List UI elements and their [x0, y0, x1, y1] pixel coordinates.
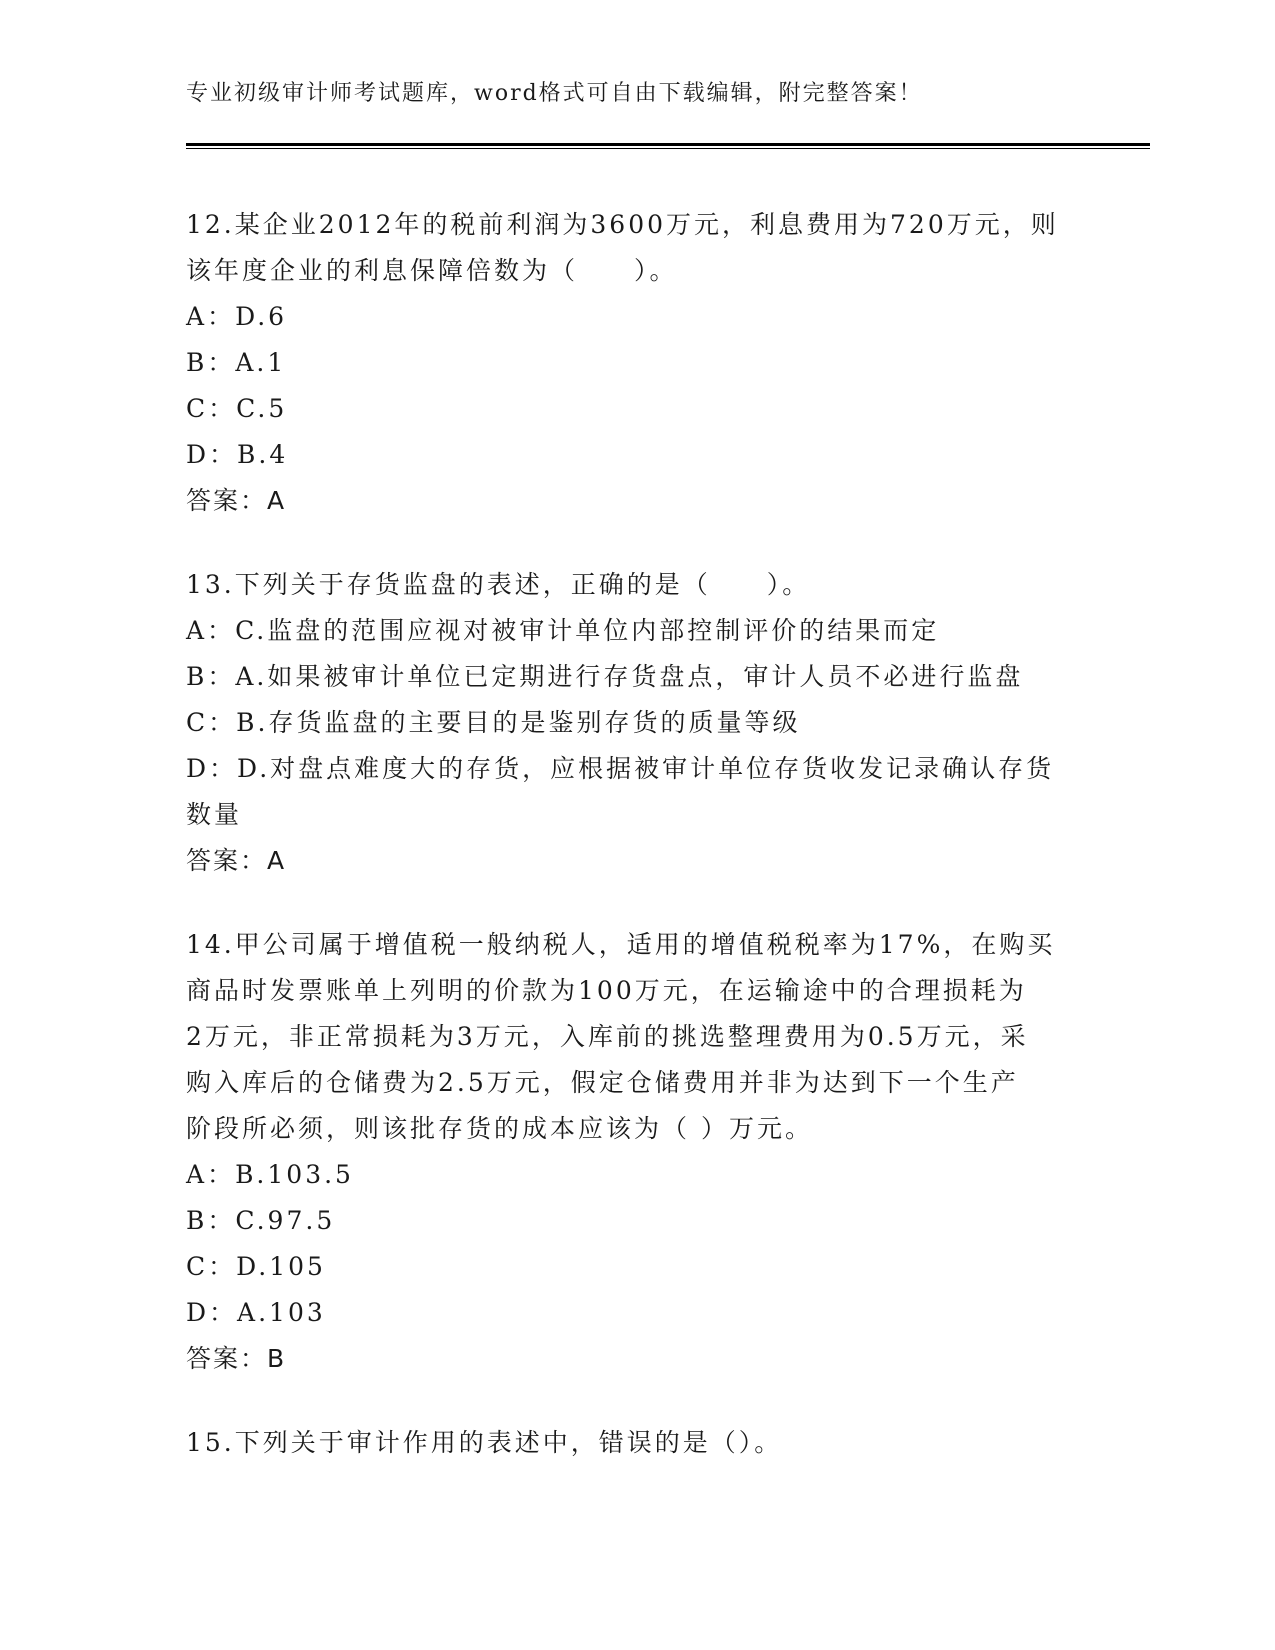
option-letter: A： [186, 616, 236, 645]
question-stem-line: 2万元，非正常损耗为3万元，入库前的挑选整理费用为0.5万元，采 [186, 1022, 1029, 1051]
question-stem-line: 14.甲公司属于增值税一般纳税人，适用的增值税税率为17%，在购买 [186, 930, 1056, 959]
option-text: C.监盘的范围应视对被审计单位内部控制评价的结果而定 [235, 616, 940, 645]
option-c [186, 700, 1086, 746]
option-a [186, 294, 1086, 340]
question-stem-line: 12.某企业2012年的税前利润为3600万元，利息费用为720万元，则 [186, 210, 1059, 239]
option-letter: D： [186, 754, 238, 783]
option-text: A.103 [237, 1298, 326, 1327]
question-14 [186, 922, 1086, 1382]
question-stem-line: 阶段所必须，则该批存货的成本应该为（ ）万元。 [186, 1114, 813, 1143]
option-text: A.如果被审计单位已定期进行存货盘点，审计人员不必进行监盘 [235, 662, 1024, 691]
option-letter: D： [186, 440, 238, 469]
question-stem-line: 13.下列关于存货监盘的表述，正确的是（ ）。 [186, 570, 811, 599]
option-b [186, 340, 1086, 386]
question-list [186, 202, 1086, 1504]
answer-label: 答案：B [186, 1344, 287, 1373]
option-text: B.103.5 [235, 1160, 354, 1189]
question-stem-line: 该年度企业的利息保障倍数为（ ）。 [186, 256, 678, 285]
option-letter: B： [186, 662, 236, 691]
question-stem-line: 商品时发票账单上列明的价款为100万元，在运输途中的合理损耗为 [186, 976, 1027, 1005]
option-b [186, 1198, 1086, 1244]
question-stem-line: 购入库后的仓储费为2.5万元，假定仓储费用并非为达到下一个生产 [186, 1068, 1019, 1097]
question-13 [186, 562, 1086, 884]
question-15 [186, 1420, 1086, 1466]
option-letter: B： [186, 1206, 236, 1235]
header-divider-thin [186, 148, 1150, 149]
option-d-continuation: 数量 [186, 800, 243, 829]
option-text: C.97.5 [235, 1206, 336, 1235]
answer-label: 答案：A [186, 486, 287, 515]
option-c [186, 1244, 1086, 1290]
question-12 [186, 202, 1086, 524]
option-text: D.105 [236, 1252, 326, 1281]
option-letter: C： [186, 394, 237, 423]
option-a [186, 608, 1086, 654]
header-divider [186, 143, 1150, 149]
option-letter: C： [186, 1252, 237, 1281]
option-letter: A： [186, 1160, 236, 1189]
option-d [186, 746, 1086, 792]
option-a [186, 1152, 1086, 1198]
option-text: C.5 [236, 394, 288, 423]
answer-label: 答案：A [186, 846, 287, 875]
option-c [186, 386, 1086, 432]
option-text: B.4 [237, 440, 289, 469]
option-letter: B： [186, 348, 236, 377]
option-b [186, 654, 1086, 700]
option-text: B.存货监盘的主要目的是鉴别存货的质量等级 [236, 708, 801, 737]
option-d [186, 432, 1086, 478]
header-divider-thick [186, 143, 1150, 146]
option-letter: C： [186, 708, 237, 737]
option-d [186, 1290, 1086, 1336]
option-letter: D： [186, 1298, 238, 1327]
question-stem-line: 15.下列关于审计作用的表述中，错误的是（）。 [186, 1428, 783, 1457]
option-text: D.对盘点难度大的存货，应根据被审计单位存货收发记录确认存货 [237, 754, 1055, 783]
option-letter: A： [186, 302, 236, 331]
option-text: A.1 [235, 348, 287, 377]
page-header: 专业初级审计师考试题库，word格式可自由下载编辑，附完整答案！ [186, 81, 923, 106]
option-text: D.6 [235, 302, 288, 331]
